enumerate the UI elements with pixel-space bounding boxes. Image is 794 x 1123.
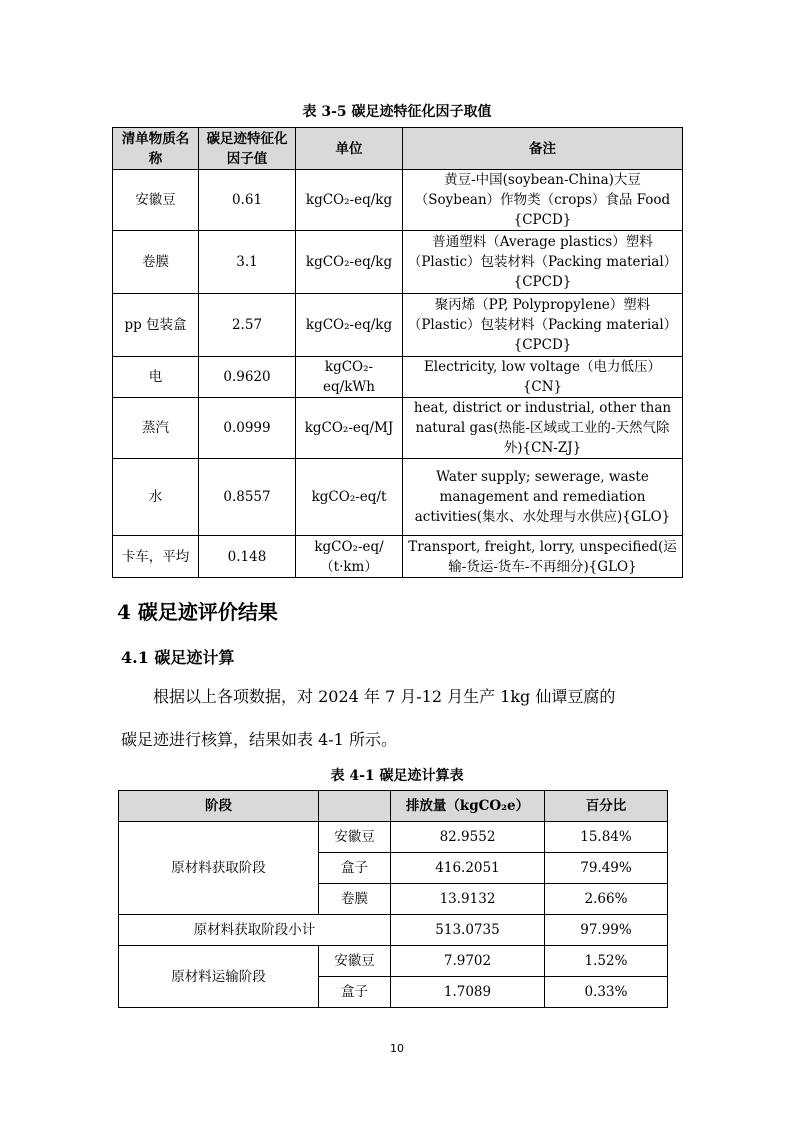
section-heading-4-1: 4.1 碳足迹计算 bbox=[121, 648, 235, 667]
cell-name: 安徽豆 bbox=[113, 170, 199, 231]
section-heading-4: 4 碳足迹评价结果 bbox=[117, 600, 278, 624]
cell-note: Water supply; sewerage, waste management and remediation activities(集水、水处理与水供应){GLO} bbox=[403, 459, 683, 536]
cell-value: 3.1 bbox=[199, 231, 296, 294]
cell-percent: 2.66% bbox=[545, 884, 668, 915]
table-4-1-caption: 表 4-1 碳足迹计算表 bbox=[330, 768, 464, 784]
table-row bbox=[113, 294, 683, 357]
header-stage: 阶段 bbox=[119, 791, 319, 822]
cell-emission: 416.2051 bbox=[391, 853, 545, 884]
cell-note: 聚丙烯（PP, Polypropylene）塑料（Plastic）包装材料（Packing material）{CPCD} bbox=[403, 294, 683, 357]
cell-percent: 0.33% bbox=[545, 977, 668, 1008]
table-header-row bbox=[119, 791, 668, 822]
table-row bbox=[113, 357, 683, 398]
body-paragraph-line-2: 碳足迹进行核算，结果如表 4-1 所示。 bbox=[121, 730, 397, 749]
cell-name: 水 bbox=[113, 459, 199, 536]
cell-item: 安徽豆 bbox=[319, 822, 391, 853]
cell-value: 2.57 bbox=[199, 294, 296, 357]
cell-percent: 1.52% bbox=[545, 946, 668, 977]
table-row bbox=[113, 536, 683, 578]
cell-percent: 15.84% bbox=[545, 822, 668, 853]
header-substance-name: 清单物质名称 bbox=[113, 128, 199, 170]
cell-emission: 513.0735 bbox=[391, 915, 545, 946]
cell-name: 卷膜 bbox=[113, 231, 199, 294]
table-3-5 bbox=[112, 127, 683, 578]
cell-item: 卷膜 bbox=[319, 884, 391, 915]
table-4-1 bbox=[118, 790, 668, 1008]
header-factor-value: 碳足迹特征化因子值 bbox=[199, 128, 296, 170]
cell-emission: 1.7089 bbox=[391, 977, 545, 1008]
cell-unit: kgCO₂-eq/kg bbox=[296, 231, 403, 294]
cell-name: 蒸汽 bbox=[113, 398, 199, 459]
table-row-subtotal bbox=[119, 915, 668, 946]
table-row bbox=[113, 459, 683, 536]
cell-item: 盒子 bbox=[319, 977, 391, 1008]
cell-value: 0.61 bbox=[199, 170, 296, 231]
cell-unit: kgCO₂-eq/MJ bbox=[296, 398, 403, 459]
cell-unit: kgCO₂-eq/kWh bbox=[296, 357, 403, 398]
cell-emission: 13.9132 bbox=[391, 884, 545, 915]
table-row bbox=[113, 398, 683, 459]
cell-name: pp 包装盒 bbox=[113, 294, 199, 357]
header-note: 备注 bbox=[403, 128, 683, 170]
table-3-5-caption: 表 3-5 碳足迹特征化因子取值 bbox=[302, 104, 492, 120]
table-row bbox=[119, 822, 668, 853]
table-row bbox=[119, 946, 668, 977]
cell-emission: 82.9552 bbox=[391, 822, 545, 853]
subtotal-label: 原材料获取阶段小计 bbox=[119, 915, 391, 946]
header-percent: 百分比 bbox=[545, 791, 668, 822]
cell-note: Transport, freight, lorry, unspecified(运输-货运-货车-不再细分){GLO} bbox=[403, 536, 683, 578]
cell-value: 0.0999 bbox=[199, 398, 296, 459]
cell-name: 卡车，平均 bbox=[113, 536, 199, 578]
page-number: 10 bbox=[390, 1042, 404, 1055]
table-header-row bbox=[113, 128, 683, 170]
cell-unit: kgCO₂-eq/t bbox=[296, 459, 403, 536]
cell-value: 0.8557 bbox=[199, 459, 296, 536]
cell-unit: kgCO₂-eq/（t·km） bbox=[296, 536, 403, 578]
cell-note: Electricity, low voltage（电力低压）{CN} bbox=[403, 357, 683, 398]
cell-name: 电 bbox=[113, 357, 199, 398]
cell-unit: kgCO₂-eq/kg bbox=[296, 294, 403, 357]
cell-value: 0.148 bbox=[199, 536, 296, 578]
header-unit: 单位 bbox=[296, 128, 403, 170]
cell-note: heat, district or industrial, other than natural gas(热能-区域或工业的-天然气除外){CN-ZJ} bbox=[403, 398, 683, 459]
table-row bbox=[113, 231, 683, 294]
stage-label: 原材料运输阶段 bbox=[119, 946, 319, 1008]
header-item bbox=[319, 791, 391, 822]
body-paragraph-line-1: 根据以上各项数据，对 2024 年 7 月-12 月生产 1kg 仙谭豆腐的 bbox=[153, 687, 616, 706]
cell-value: 0.9620 bbox=[199, 357, 296, 398]
cell-note: 黄豆-中国(soybean-China)大豆（Soybean）作物类（crops）食品 Food {CPCD} bbox=[403, 170, 683, 231]
header-emission: 排放量（kgCO₂e） bbox=[391, 791, 545, 822]
cell-emission: 7.9702 bbox=[391, 946, 545, 977]
stage-label: 原材料获取阶段 bbox=[119, 822, 319, 915]
cell-unit: kgCO₂-eq/kg bbox=[296, 170, 403, 231]
cell-percent: 79.49% bbox=[545, 853, 668, 884]
cell-percent: 97.99% bbox=[545, 915, 668, 946]
cell-item: 安徽豆 bbox=[319, 946, 391, 977]
cell-item: 盒子 bbox=[319, 853, 391, 884]
table-row bbox=[113, 170, 683, 231]
cell-note: 普通塑料（Average plastics）塑料（Plastic）包装材料（Packing material）{CPCD} bbox=[403, 231, 683, 294]
